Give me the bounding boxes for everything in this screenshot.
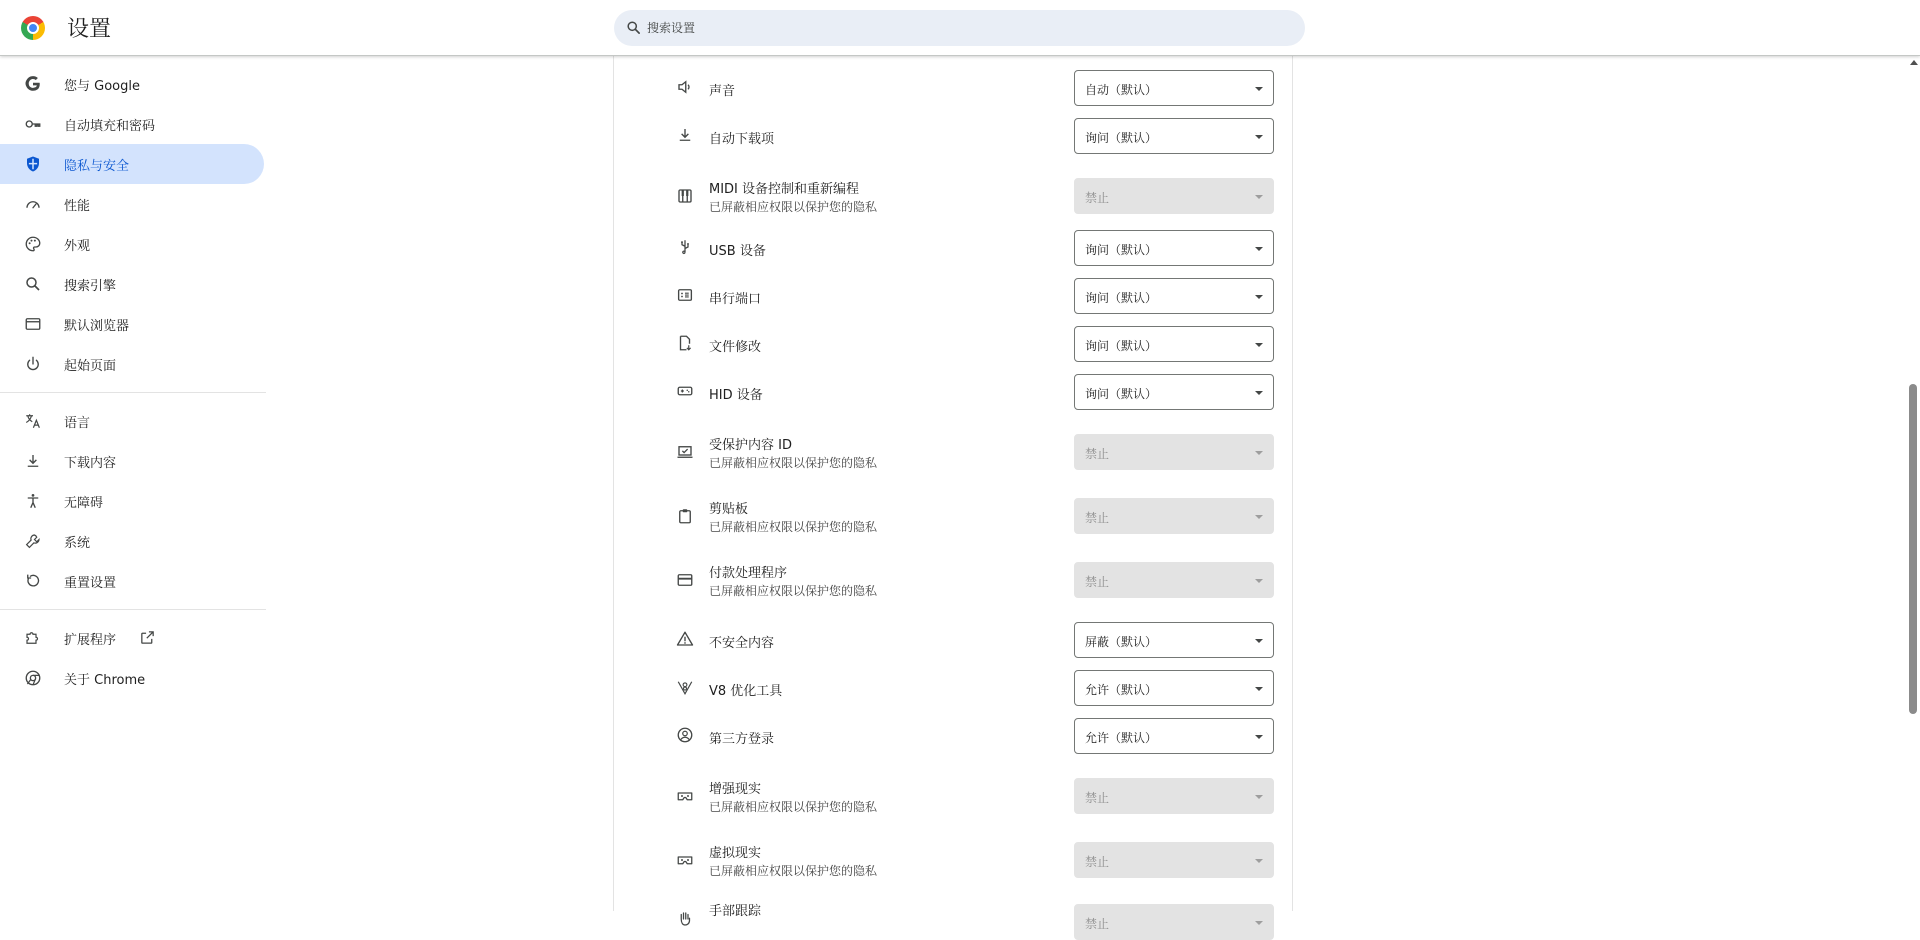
scroll-up-arrow-icon[interactable] bbox=[1910, 60, 1918, 65]
permission-select[interactable]: 询问（默认） bbox=[1074, 374, 1274, 410]
permission-title: MIDI 设备控制和重新编程 bbox=[709, 182, 860, 197]
permission-subtitle: 已屏蔽相应权限以保护您的隐私 bbox=[709, 520, 878, 534]
dropdown-caret-icon bbox=[1255, 515, 1263, 519]
permission-select: 禁止 bbox=[1074, 498, 1274, 534]
permission-row-file-editing bbox=[614, 312, 1292, 355]
dropdown-caret-icon bbox=[1255, 735, 1263, 739]
sidebar-item-languages[interactable] bbox=[0, 401, 264, 441]
translate-icon bbox=[24, 412, 42, 430]
scrollbar-thumb[interactable] bbox=[1909, 384, 1917, 714]
permission-select[interactable]: 询问（默认） bbox=[1074, 230, 1274, 266]
sidebar-item-search-engine[interactable] bbox=[0, 264, 264, 304]
speaker-icon bbox=[676, 78, 694, 96]
permission-title: V8 优化工具 bbox=[709, 684, 783, 699]
dropdown-caret-icon bbox=[1255, 391, 1263, 395]
hand-icon bbox=[676, 910, 694, 928]
dropdown-caret-icon bbox=[1255, 579, 1263, 583]
permission-subtitle: 已屏蔽相应权限以保护您的隐私 bbox=[709, 456, 878, 470]
download-icon bbox=[676, 126, 694, 144]
permission-row-midi bbox=[614, 160, 1292, 216]
permission-title: 自动下载项 bbox=[709, 132, 775, 147]
sidebar-item-label: 自动填充和密码 bbox=[64, 119, 156, 134]
sidebar-item-label: 外观 bbox=[64, 239, 91, 254]
permission-row-usb bbox=[614, 216, 1292, 259]
permission-title: 受保护内容 ID bbox=[709, 438, 792, 453]
permission-title: HID 设备 bbox=[709, 388, 763, 403]
permission-select: 禁止 bbox=[1074, 178, 1274, 214]
permission-subtitle: 已屏蔽相应权限以保护您的隐私 bbox=[709, 800, 878, 814]
reset-icon bbox=[24, 572, 42, 590]
sidebar-nav bbox=[0, 56, 266, 911]
permission-title: 手部跟踪 bbox=[709, 904, 762, 919]
sidebar-item-default-browser[interactable] bbox=[0, 304, 264, 344]
sidebar-item-autofill[interactable] bbox=[0, 104, 264, 144]
dropdown-caret-icon bbox=[1255, 639, 1263, 643]
permission-row-serial-ports bbox=[614, 264, 1292, 307]
permission-row-v8-optimizer bbox=[614, 656, 1292, 699]
account-circle-icon bbox=[676, 726, 694, 744]
permission-select[interactable]: 允许（默认） bbox=[1074, 718, 1274, 754]
permission-select[interactable]: 自动（默认） bbox=[1074, 70, 1274, 106]
permission-select[interactable]: 询问（默认） bbox=[1074, 118, 1274, 154]
search-icon bbox=[24, 275, 42, 293]
permission-row-third-party-sign-in bbox=[614, 704, 1292, 747]
search-input[interactable] bbox=[647, 17, 1287, 39]
sidebar-item-label: 默认浏览器 bbox=[64, 319, 130, 334]
permission-title: 文件修改 bbox=[709, 340, 762, 355]
permission-subtitle: 已屏蔽相应权限以保护您的隐私 bbox=[709, 584, 878, 598]
nav-divider bbox=[0, 392, 266, 393]
sidebar-item-reset-settings[interactable] bbox=[0, 561, 264, 601]
search-box[interactable] bbox=[614, 10, 1305, 46]
sidebar-item-label: 起始页面 bbox=[64, 359, 117, 374]
sidebar-item-label: 隐私与安全 bbox=[64, 159, 130, 174]
dropdown-caret-icon bbox=[1255, 195, 1263, 199]
permission-row-payment-handlers bbox=[614, 544, 1292, 600]
sidebar-item-performance[interactable] bbox=[0, 184, 264, 224]
dropdown-caret-icon bbox=[1255, 687, 1263, 691]
dropdown-caret-icon bbox=[1255, 859, 1263, 863]
puzzle-icon bbox=[24, 629, 42, 647]
external-link-icon bbox=[139, 629, 156, 646]
chrome-logo-icon bbox=[21, 16, 45, 40]
permission-row-augmented-reality bbox=[614, 760, 1292, 816]
sidebar-item-system[interactable] bbox=[0, 521, 264, 561]
permission-title: 付款处理程序 bbox=[709, 566, 788, 581]
sidebar-item-privacy-security[interactable] bbox=[0, 144, 264, 184]
site-permissions-card bbox=[613, 56, 1293, 931]
vr-headset-icon bbox=[676, 787, 694, 805]
key-icon bbox=[24, 115, 42, 133]
sidebar-item-downloads[interactable] bbox=[0, 441, 264, 481]
permission-select: 禁止 bbox=[1074, 562, 1274, 598]
sidebar-item-label: 无障碍 bbox=[64, 496, 104, 511]
sidebar-item-label: 下载内容 bbox=[64, 456, 117, 471]
palette-icon bbox=[24, 235, 42, 253]
sidebar-item-label: 您与 Google bbox=[64, 79, 140, 94]
shield-icon bbox=[24, 155, 42, 173]
permission-select: 禁止 bbox=[1074, 904, 1274, 940]
permission-select: 禁止 bbox=[1074, 778, 1274, 814]
credit-card-icon bbox=[676, 571, 694, 589]
permission-subtitle: 已屏蔽相应权限以保护您的隐私 bbox=[709, 200, 878, 214]
permission-select[interactable]: 询问（默认） bbox=[1074, 278, 1274, 314]
google-icon bbox=[24, 75, 42, 93]
permission-select[interactable]: 屏蔽（默认） bbox=[1074, 622, 1274, 658]
clipboard-icon bbox=[676, 507, 694, 525]
permission-title: 剪贴板 bbox=[709, 502, 749, 517]
download-icon bbox=[24, 452, 42, 470]
dropdown-caret-icon bbox=[1255, 87, 1263, 91]
sidebar-item-accessibility[interactable] bbox=[0, 481, 264, 521]
permission-select[interactable]: 允许（默认） bbox=[1074, 670, 1274, 706]
file-edit-icon bbox=[676, 334, 694, 352]
v8-icon bbox=[676, 678, 694, 696]
permission-title: 增强现实 bbox=[709, 782, 762, 797]
sidebar-item-extensions[interactable] bbox=[0, 618, 264, 658]
permission-row-hand-tracking bbox=[614, 888, 1292, 931]
sidebar-item-label: 搜索引擎 bbox=[64, 279, 117, 294]
permission-row-insecure-content bbox=[614, 608, 1292, 651]
permission-title: USB 设备 bbox=[709, 244, 766, 259]
usb-icon bbox=[676, 238, 694, 256]
permission-title: 第三方登录 bbox=[709, 732, 775, 747]
permission-title: 声音 bbox=[709, 84, 736, 99]
page-title: 设置 bbox=[67, 17, 112, 42]
laptop-check-icon bbox=[676, 443, 694, 461]
sidebar-item-label: 扩展程序 bbox=[64, 633, 117, 648]
permission-title: 不安全内容 bbox=[709, 636, 775, 651]
search-icon bbox=[626, 20, 641, 35]
dropdown-caret-icon bbox=[1255, 451, 1263, 455]
permission-row-protected-content bbox=[614, 416, 1292, 472]
permission-row-virtual-reality bbox=[614, 824, 1292, 880]
dropdown-caret-icon bbox=[1255, 295, 1263, 299]
sidebar-item-appearance[interactable] bbox=[0, 224, 264, 264]
nav-divider bbox=[0, 609, 266, 610]
permission-title: 虚拟现实 bbox=[709, 846, 762, 861]
sidebar-item-about-chrome[interactable] bbox=[0, 658, 264, 698]
wrench-icon bbox=[24, 532, 42, 550]
sidebar-item-on-startup[interactable] bbox=[0, 344, 264, 384]
sidebar-item-label: 语言 bbox=[64, 416, 91, 431]
permission-select: 禁止 bbox=[1074, 842, 1274, 878]
sidebar-item-label: 重置设置 bbox=[64, 576, 117, 591]
sidebar-item-label: 关于 Chrome bbox=[64, 673, 146, 688]
permission-row-auto-downloads bbox=[614, 104, 1292, 147]
piano-icon bbox=[676, 187, 694, 205]
sidebar-item-you-and-google[interactable] bbox=[0, 64, 264, 104]
permission-row-hid-devices bbox=[614, 360, 1292, 403]
page-scrollbar[interactable] bbox=[1906, 56, 1920, 911]
gamepad-icon bbox=[676, 382, 694, 400]
sidebar-item-label: 系统 bbox=[64, 536, 91, 551]
top-bar bbox=[0, 0, 1920, 56]
accessibility-icon bbox=[24, 492, 42, 510]
warning-icon bbox=[676, 630, 694, 648]
permission-title: 串行端口 bbox=[709, 292, 762, 307]
sidebar-item-label: 性能 bbox=[64, 199, 91, 214]
dropdown-caret-icon bbox=[1255, 247, 1263, 251]
vr-headset-icon bbox=[676, 851, 694, 869]
dropdown-caret-icon bbox=[1255, 795, 1263, 799]
dropdown-caret-icon bbox=[1255, 135, 1263, 139]
permission-subtitle: 已屏蔽相应权限以保护您的隐私 bbox=[709, 864, 878, 878]
speedometer-icon bbox=[24, 195, 42, 213]
dropdown-caret-icon bbox=[1255, 921, 1263, 925]
serial-port-icon bbox=[676, 286, 694, 304]
chrome-icon bbox=[24, 669, 42, 687]
browser-window-icon bbox=[24, 315, 42, 333]
permission-row-clipboard bbox=[614, 480, 1292, 536]
permission-row-sound bbox=[614, 56, 1292, 99]
power-icon bbox=[24, 355, 42, 373]
dropdown-caret-icon bbox=[1255, 343, 1263, 347]
permission-select[interactable]: 询问（默认） bbox=[1074, 326, 1274, 362]
permission-select: 禁止 bbox=[1074, 434, 1274, 470]
